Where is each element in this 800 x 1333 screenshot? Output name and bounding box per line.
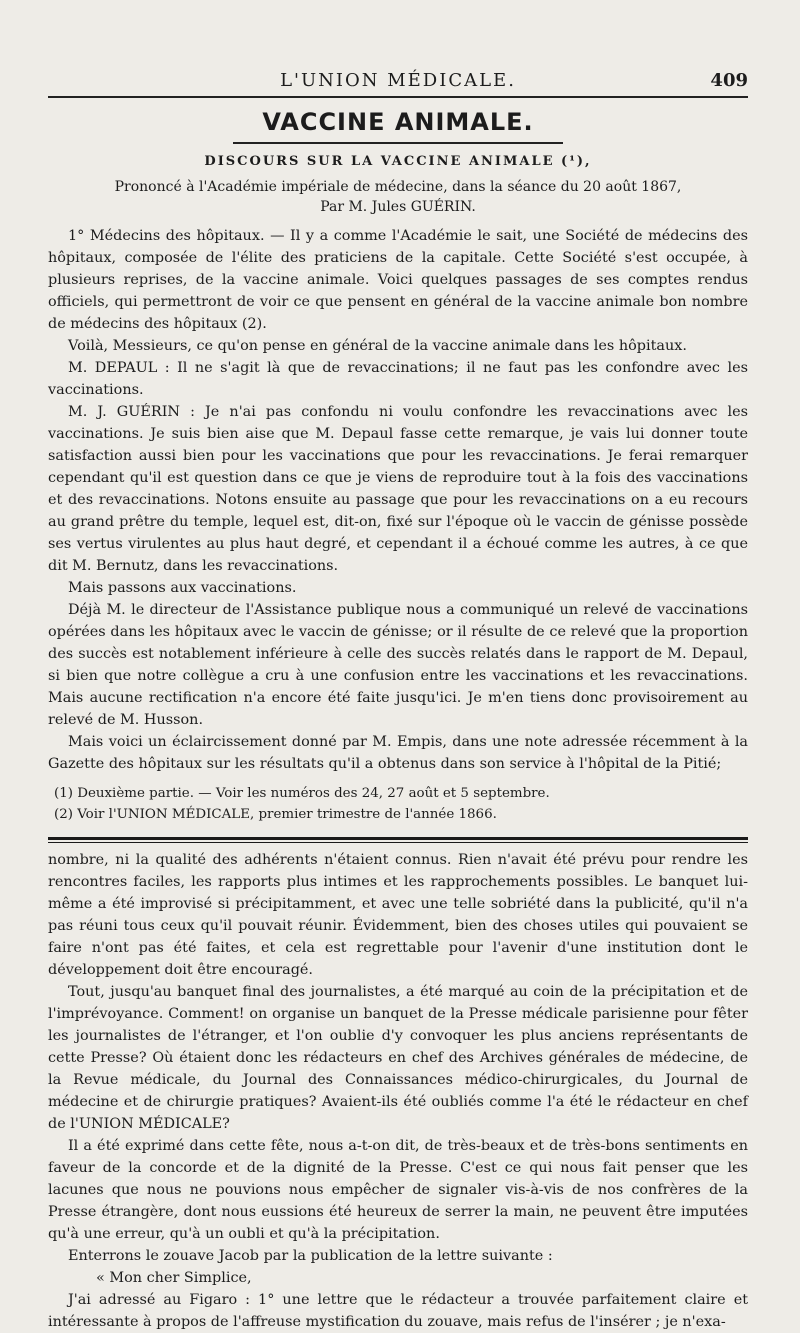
paragraph: Voilà, Messieurs, ce qu'on pense en général de la vaccine animale dans les hôpitaux. <box>68 338 687 354</box>
paragraph: Tout, jusqu'au banquet final des journalistes, a été marqué au coin de la précipitation et de l'imprévoyance. Comment! on organise un banquet de la Presse médicale parisienne pour fêter les journalistes de l'étranger, et l'on oublie d'y convoquer les plus anciens représentants de cette Presse? Où étaient donc les rédacteurs en chef des Archives générales de médecine, de la Revue médicale, du Journal des Connaissances médico-chirurgicales, du Journal de médecine et de chirurgie pratiques? Avaient-ils été oubliés comme l'a été le rédacteur en chef de l'UNION MÉDICALE? <box>48 984 748 1132</box>
author-line: Par M. Jules GUÉRIN. <box>320 199 476 215</box>
footnotes <box>48 783 748 825</box>
paragraph: M. DEPAUL : Il ne s'agit là que de revaccinations; il ne faut pas les confondre avec les vaccinations. <box>48 360 748 398</box>
footnote: (1) Deuxième partie. — Voir les numéros des 24, 27 août et 5 septembre. <box>54 786 550 801</box>
title-rule <box>233 142 563 144</box>
paragraph: Mais passons aux vaccinations. <box>68 580 297 596</box>
page-number: 409 <box>710 70 748 91</box>
article-subtitle: DISCOURS SUR LA VACCINE ANIMALE (¹), <box>204 154 592 169</box>
paragraph: M. J. GUÉRIN : Je n'ai pas confondu ni voulu confondre les revaccinations avec les vaccinations. Je suis bien aise que M. Depaul fasse cette remarque, je vais lui donner toute satisfaction aussi bien pour les vaccinations que pour les revaccinations. Je ferai remarquer cependant qu'il est question dans ce que je viens de reproduire tout à la fois des vaccinations et des revaccinations. Notons ensuite au passage que pour les revaccinations on a eu recours au grand prêtre du temple, lequel est, dit-on, fixé sur l'époque où le vaccin de génisse possède ses vertus virulentes au plus haut degré, et cependant il a échoué comme les autres, à ce que dit M. Bernutz, dans les revaccinations. <box>48 404 748 574</box>
paragraph: Il a été exprimé dans cette fête, nous a-t-on dit, de très-beaux et de très-bons sentiments en faveur de la concorde et de la dignité de la Presse. C'est ce qui nous fait penser que les lacunes que nous ne pouvions nous empêcher de signaler vis-à-vis de nos confrères de la Presse étrangère, dont nous eussions été heureux de serrer la main, ne peuvent être imputées qu'à une erreur, qu'à un oubli et qu'à la précipitation. <box>48 1138 748 1242</box>
feuilleton-body <box>48 849 748 1333</box>
article-title: VACCINE ANIMALE. <box>262 108 534 136</box>
paragraph: Enterrons le zouave Jacob par la publication de la lettre suivante : <box>68 1248 553 1264</box>
page-header <box>48 0 748 98</box>
running-title: L'UNION MÉDICALE. <box>280 70 516 91</box>
paragraph: nombre, ni la qualité des adhérents n'étaient connus. Rien n'avait été prévu pour rendre les rencontres faciles, les rapports plus intimes et les rapprochements possibles. Le banquet lui-même a été improvisé si précipitamment, et avec une telle sobriété dans la publicité, qu'il n'a pas réuni tous ceux qu'il pouvait réunir. Évidemment, bien des choses utiles qui pouvaient se faire n'ont pas été faites, et cela est regrettable pour l'avenir d'une institution dont le développement doit être encouragé. <box>48 852 748 978</box>
paragraph: Déjà M. le directeur de l'Assistance publique nous a communiqué un relevé de vaccinations opérées dans les hôpitaux avec le vaccin de génisse; or il résulte de ce relevé que la proportion des succès est notablement inférieure à celle des succès relatés dans le rapport de M. Depaul, si bien que notre collègue a cru à une confusion entre les vaccinations et les revaccinations. Mais aucune rectification n'a encore été faite jusqu'ici. Je m'en tiens donc provisoirement au relevé de M. Husson. <box>48 602 748 728</box>
footnote: (2) Voir l'UNION MÉDICALE, premier trimestre de l'année 1866. <box>54 807 497 822</box>
article-body <box>48 225 748 775</box>
delivery-line: Prononcé à l'Académie impériale de médecine, dans la séance du 20 août 1867, <box>114 179 682 195</box>
paragraph: « Mon cher Simplice, <box>96 1270 252 1286</box>
paragraph: Mais voici un éclaircissement donné par M. Empis, dans une note adressée récemment à la Gazette des hôpitaux sur les résultats qu'il a obtenus dans son service à l'hôpital de la Pitié; <box>48 734 748 772</box>
paragraph: 1° Médecins des hôpitaux. — Il y a comme l'Académie le sait, une Société de médecins des hôpitaux, composée de l'élite des praticiens de la capitale. Cette Société s'est occupée, à plusieurs reprises, de la vaccine animale. Voici quelques passages de ses comptes rendus officiels, qui permettront de voir ce que pensent en général de la vaccine animale bon nombre de médecins des hôpitaux (2). <box>48 228 748 332</box>
paragraph: J'ai adressé au Figaro : 1° une lettre que le rédacteur a trouvée parfaitement claire et intéressante à propos de l'affreuse mystification du zouave, mais refus de l'insérer ; je n'exa- <box>48 1292 748 1330</box>
feuilleton-separator <box>48 837 748 843</box>
